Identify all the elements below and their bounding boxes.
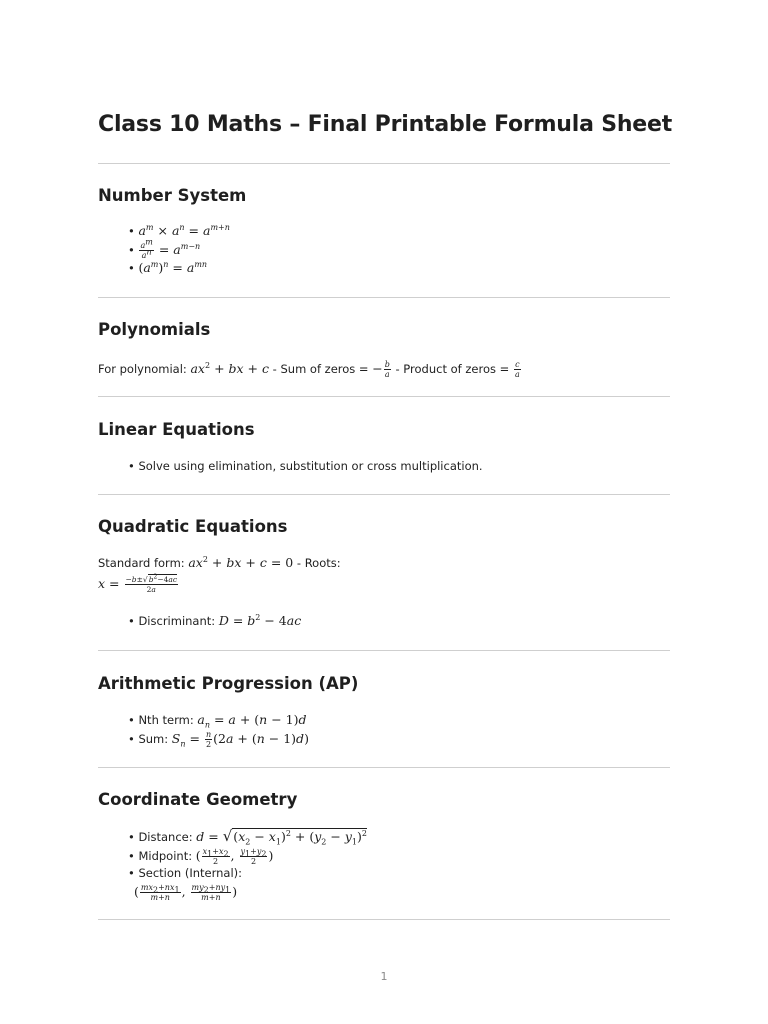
section-formula: ( $\frac{mx_2+nx_1}{m+n}$ , $\frac{my_2+ny_1}{m+n}$ ) xyxy=(134,883,238,902)
divider xyxy=(98,650,670,651)
heading-quadratic-equations: Quadratic Equations xyxy=(98,517,288,536)
heading-polynomials: Polynomials xyxy=(98,320,211,339)
page-title: Class 10 Maths – Final Printable Formula Sheet xyxy=(98,112,673,137)
divider xyxy=(98,919,670,920)
divider xyxy=(98,767,670,768)
divider xyxy=(98,494,670,495)
section-formula-label: • Section (Internal): xyxy=(128,866,243,880)
divider xyxy=(98,163,670,164)
quadratic-standard-form: Standard form: $ax^2$ + bx + c = 0 - Roots: xyxy=(98,554,341,570)
linear-methods-item: • Solve using elimination, substitution or cross multiplication. xyxy=(128,459,483,473)
ap-nth-term: • Nth term: $a_n = a + (n - 1)d$ xyxy=(128,712,307,730)
heading-number-system: Number System xyxy=(98,186,247,205)
divider xyxy=(98,297,670,298)
heading-linear-equations: Linear Equations xyxy=(98,420,255,439)
quadratic-formula: x = $\frac{-b\pm√b^2-4ac}{2a}$ xyxy=(98,573,178,594)
heading-coordinate-geometry: Coordinate Geometry xyxy=(98,790,298,809)
divider xyxy=(98,396,670,397)
ap-sum: • Sum: $S_n$ = $\frac{n}{2}$ (2a + (n − 1)d) xyxy=(128,730,309,749)
polynomial-zeros-relation: For polynomial: $ax^2$ + bx + c - Sum of zeros = − $\frac{b}{a}$ - Product of zeros = $\frac{c}{a}$ xyxy=(98,360,520,379)
formula-power-of-power: • $(a^m)^n = a^{mn}$ xyxy=(128,259,208,275)
formula-quotient-of-powers: • $\frac{a^m}{a^n}$ = $a^{m-n}$ xyxy=(128,237,201,260)
midpoint-formula: • Midpoint: ( $\frac{x_1+x_2}{2}$ , $\frac{y_1+y_2}{2}$ ) xyxy=(128,847,274,866)
page-number: 1 xyxy=(380,970,388,983)
distance-formula: • Distance: $d = √(x_2 - x_1)^2 + (y_2 - y_1)^2$ xyxy=(128,827,367,847)
heading-arithmetic-progression: Arithmetic Progression (AP) xyxy=(98,674,359,693)
formula-product-of-powers: • $a^m \times a^n = a^{m+n}$ xyxy=(128,222,230,238)
discriminant-item: • Discriminant: $D = b^2 - 4ac$ xyxy=(128,612,302,628)
